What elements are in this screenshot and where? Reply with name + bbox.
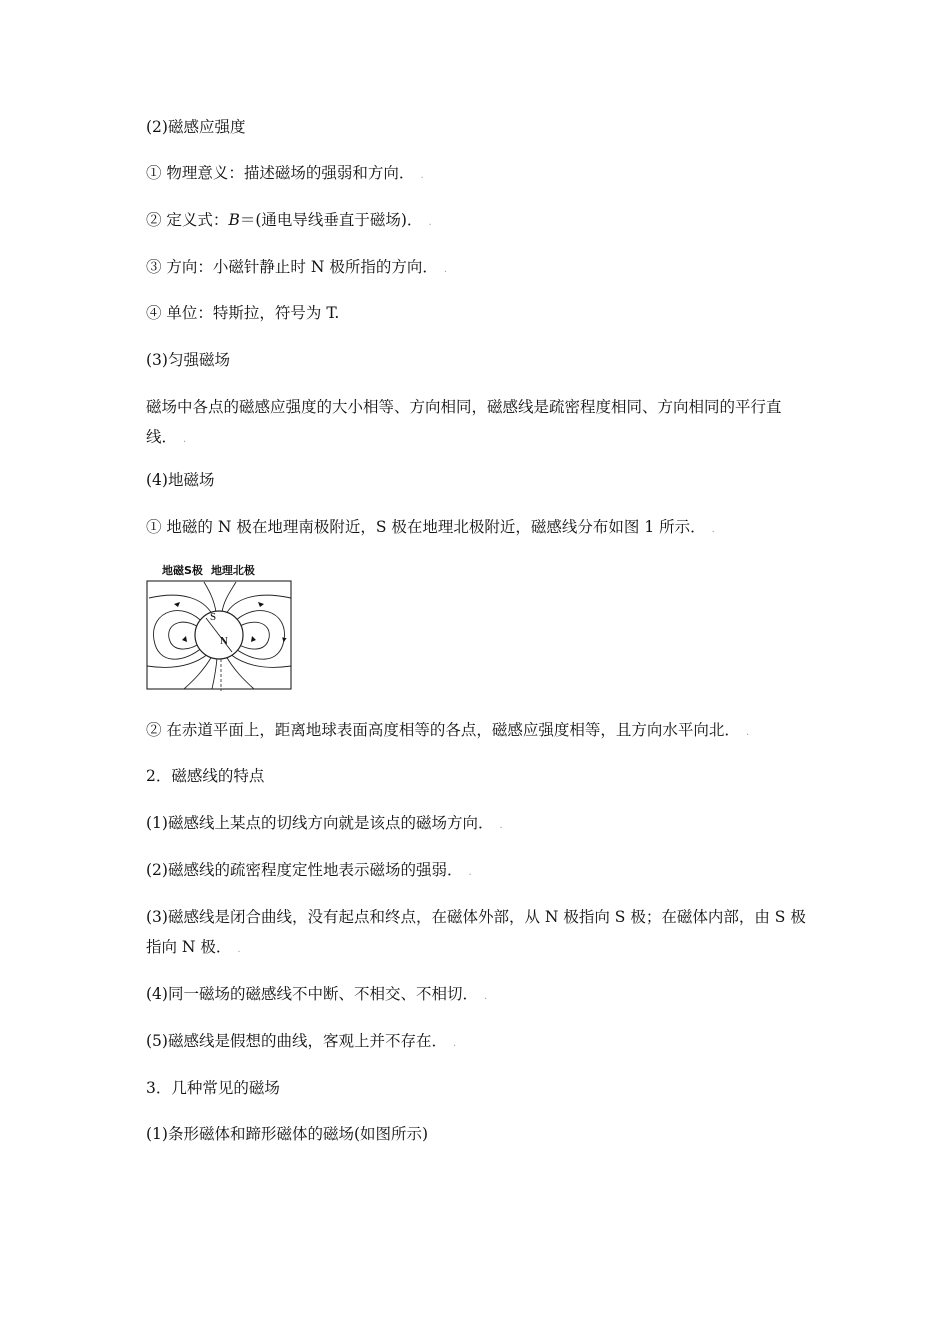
paragraph-uniform-field	[146, 392, 810, 455]
item-unit: ④ 单位：特斯拉，符号为 T.	[146, 304, 340, 322]
marker: .	[745, 727, 750, 738]
item-direction	[146, 257, 447, 280]
marker: .	[183, 434, 187, 445]
marker: .	[443, 264, 448, 275]
item-text: ② 在赤道平面上，距离地球表面高度相等的各点，磁感应强度相等，且方向水平向北．	[146, 721, 740, 739]
marker: .	[452, 1038, 457, 1049]
item-text: ① 物理意义：描述磁场的强弱和方向．	[146, 164, 415, 182]
marker: .	[428, 217, 432, 228]
heading-geomagnetic: (4)地磁场	[146, 471, 215, 489]
heading-magnetic-induction: (2)磁感应强度	[146, 118, 246, 136]
symbol-b: B	[228, 211, 240, 229]
heading-field-line-features: 2．磁感线的特点	[146, 767, 265, 785]
marker: .	[420, 170, 424, 181]
paragraph-text: 磁场中各点的磁感应强度的大小相等、方向相同，磁感线是疏密程度相同、方向相同的平行直线．	[146, 398, 782, 446]
marker: .	[483, 991, 488, 1002]
item-bar-horseshoe: (1)条形磁体和蹄形磁体的磁场(如图所示)	[146, 1125, 429, 1143]
item-text: (4)同一磁场的磁感线不中断、不相交、不相切．	[146, 985, 478, 1003]
heading-common-fields: 3．几种常见的磁场	[146, 1079, 280, 1097]
heading-uniform-field: (3)匀强磁场	[146, 351, 230, 369]
item-no-intersect	[146, 984, 487, 1007]
item-geomagnetic-poles	[146, 517, 715, 540]
marker: .	[468, 867, 472, 878]
item-tangent	[146, 813, 503, 836]
item-text: (2)磁感线的疏密程度定性地表示磁场的强弱．	[146, 861, 463, 879]
item-equator	[146, 720, 749, 743]
item-text: (5)磁感线是假想的曲线，客观上并不存在．	[146, 1032, 447, 1050]
geomagnetic-field-figure	[144, 560, 299, 692]
marker: .	[237, 944, 241, 955]
marker: .	[499, 820, 503, 831]
label-geographic-north: 地理北极	[210, 564, 255, 577]
pole-s-label: S	[210, 611, 217, 623]
item-imaginary	[146, 1031, 456, 1054]
item-text: (1)磁感线上某点的切线方向就是该点的磁场方向．	[146, 814, 494, 832]
item-closed-curves	[146, 902, 810, 965]
item-density	[146, 860, 472, 883]
item-text: ③ 方向：小磁针静止时 N 极所指的方向．	[146, 258, 438, 276]
item-text: ① 地磁的 N 极在地理南极附近，S 极在地理北极附近，磁感线分布如图 1 所示．	[146, 518, 706, 536]
item-definition	[146, 210, 432, 233]
marker: .	[711, 524, 715, 535]
item-text: ② 定义式：	[146, 211, 229, 229]
item-text: (3)磁感线是闭合曲线，没有起点和终点，在磁体外部，从 N 极指向 S 极；在磁体内部，由 S 极指向 N 极．	[146, 908, 806, 956]
pole-n-label: N	[220, 635, 228, 647]
item-text: ＝(通电导线垂直于磁场)．	[239, 211, 423, 229]
item-physical-meaning	[146, 163, 424, 186]
label-geomagnetic-s: 地磁S极	[162, 564, 203, 577]
